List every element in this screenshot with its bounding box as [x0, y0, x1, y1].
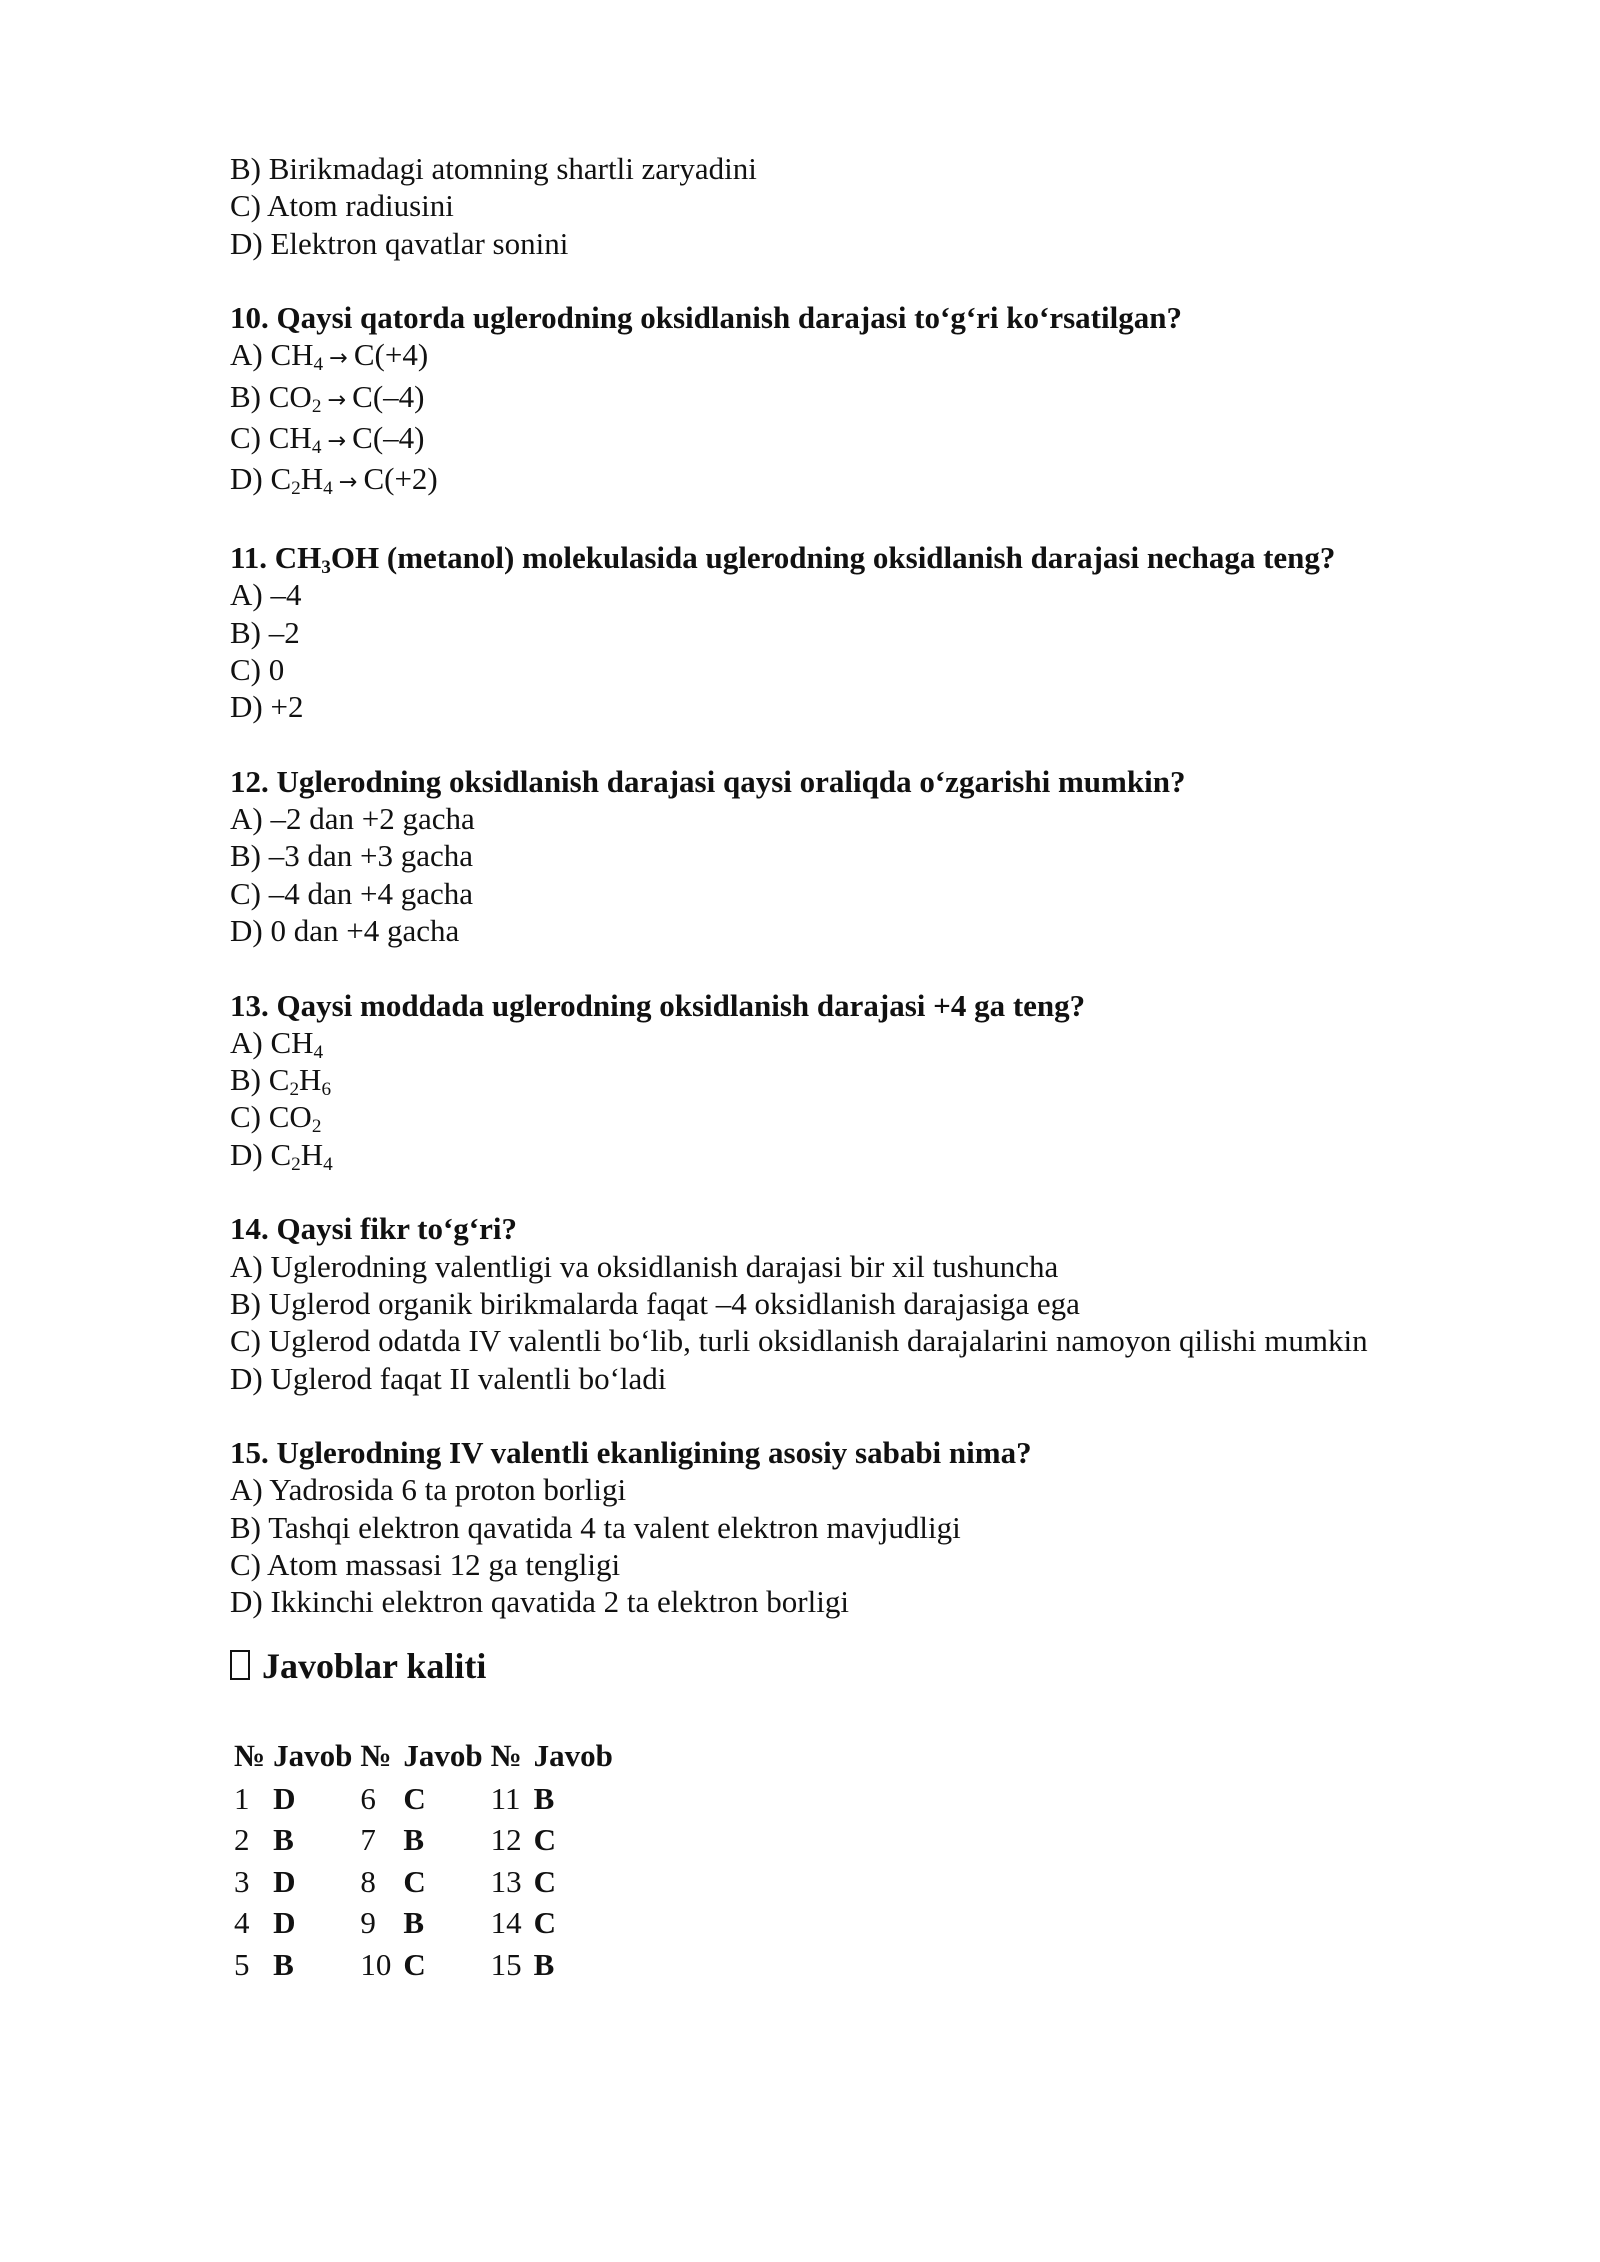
q9-option-c: C) Atom radiusini [230, 188, 454, 224]
answer-letter: C [533, 1822, 557, 1858]
question-number: 5 [234, 1946, 250, 1982]
document-page [230, 150, 1430, 1621]
q10-option-c: C) $CH_4 \to C(-4)$ [230, 420, 425, 458]
question-number: 6 [360, 1780, 376, 1816]
q12-option-a: A) –2 dan +2 gacha [230, 801, 475, 837]
q10-title: 10. Qaysi qatorda uglerodning oksidlanish darajasi to‘g‘ri ko‘rsatilgan? [230, 300, 1182, 336]
answer-letter: C [533, 1863, 557, 1899]
q15-option-b: B) Tashqi elektron qavatida 4 ta valent elektron mavjudligi [230, 1509, 961, 1545]
q13-option-d: D) $C_2H_4$ [230, 1136, 333, 1175]
arrow-icon: → [329, 345, 348, 372]
q10-option-b: B) $CO_2 \to C(-4)$ [230, 378, 425, 417]
column-header-answer: Javob [533, 1738, 613, 1773]
q12-option-c: C) –4 dan +4 gacha [230, 875, 474, 911]
answer-letter: D [273, 1905, 296, 1941]
question-number: 13 [490, 1863, 522, 1899]
q12-title: 12. Uglerodning oksidlanish darajasi qaysi oraliqda o‘zgarishi mumkin? [230, 763, 1186, 799]
answer-letter: B [403, 1905, 425, 1941]
question-number: 2 [234, 1822, 250, 1858]
question-number: 8 [360, 1863, 376, 1899]
table-row [230, 1778, 617, 1820]
question-number: 10 [360, 1946, 392, 1982]
arrow-icon: → [338, 469, 358, 496]
answer-letter: B [533, 1780, 555, 1816]
q9-option-b: B) Birikmadagi atomning shartli zaryadini [230, 151, 757, 186]
answer-letter: C [403, 1863, 426, 1899]
column-header-answer: Javob [273, 1738, 353, 1773]
q12-option-b: B) –3 dan +3 gacha [230, 838, 474, 874]
q11-option-d: D) +2 [230, 689, 304, 725]
answer-key-heading: Javoblar kaliti [230, 1645, 486, 1687]
q13-option-b: B) $C_2H_6$ [230, 1062, 332, 1100]
question-number: 4 [234, 1905, 250, 1941]
arrow-icon: → [327, 386, 347, 413]
column-header-number: № [234, 1738, 266, 1773]
q15-title: 15. Uglerodning IV valentli ekanligining asosiy sababi nima? [230, 1435, 1032, 1471]
answer-key-table [230, 1734, 617, 1986]
q14-option-d: D) Uglerod faqat II valentli bo‘ladi [230, 1360, 667, 1396]
question-number: 7 [360, 1822, 376, 1858]
column-header-number: № [360, 1738, 392, 1773]
question-number: 15 [490, 1946, 522, 1982]
q13-option-a: A) $CH_4$ [230, 1024, 324, 1063]
q12-option-d: D) 0 dan +4 gacha [230, 912, 460, 948]
q15-option-c: C) Atom massasi 12 ga tengligi [230, 1546, 621, 1582]
answer-key-header-row [230, 1734, 617, 1778]
answer-letter: C [533, 1905, 557, 1941]
table-row [230, 1944, 617, 1986]
q11-option-c: C) 0 [230, 651, 285, 687]
answer-letter: B [533, 1946, 555, 1982]
q11-option-b: B) –2 [230, 614, 300, 650]
arrow-icon: → [327, 428, 347, 455]
q11-title: 11. $CH_3OH$ (metanol) molekulasida uglerodning oksidlanish darajasi nechaga teng? [230, 539, 1336, 578]
answer-letter: B [403, 1822, 425, 1858]
answer-letter: D [273, 1780, 296, 1816]
q14-option-b: B) Uglerod organik birikmalarda faqat –4 oksidlanish darajasiga ega [230, 1285, 1080, 1321]
question-number: 9 [360, 1905, 376, 1941]
q15-option-d: D) Ikkinchi elektron qavatida 2 ta elektron borligi [230, 1584, 849, 1620]
q14-option-a: A) Uglerodning valentligi va oksidlanish darajasi bir xil tushuncha [230, 1248, 1059, 1284]
question-number: 1 [234, 1780, 250, 1816]
table-row [230, 1861, 617, 1903]
table-row [230, 1903, 617, 1945]
q11-option-a: A) –4 [230, 577, 302, 613]
checkbox-icon [230, 1650, 250, 1680]
question-number: 11 [490, 1780, 521, 1816]
q10-option-d: D) $C_2H_4 \to C(+2)$ [230, 461, 438, 500]
q14-title: 14. Qaysi fikr to‘g‘ri? [230, 1211, 518, 1247]
q13-option-c: C) $CO_2$ [230, 1099, 322, 1138]
column-header-answer: Javob [403, 1738, 483, 1773]
question-number: 14 [490, 1905, 522, 1941]
answer-letter: D [273, 1863, 296, 1899]
question-number: 3 [234, 1863, 250, 1899]
answer-letter: C [403, 1946, 426, 1982]
question-number: 12 [490, 1822, 522, 1858]
q9-option-d: D) Elektron qavatlar sonini [230, 225, 569, 261]
q10-option-a: A) $CH_4 \to C(+4)$ [230, 337, 429, 376]
q13-title: 13. Qaysi moddada uglerodning oksidlanish darajasi +4 ga teng? [230, 987, 1086, 1023]
q15-option-a: A) Yadrosida 6 ta proton borligi [230, 1472, 627, 1508]
answer-letter: B [273, 1946, 294, 1982]
answer-letter: C [403, 1780, 426, 1816]
q14-option-c: C) Uglerod odatda IV valentli bo‘lib, turli oksidlanish darajalarini namoyon qilishi mumkin [230, 1323, 1368, 1359]
table-row [230, 1820, 617, 1862]
answer-letter: B [273, 1822, 294, 1858]
column-header-number: № [490, 1738, 522, 1773]
